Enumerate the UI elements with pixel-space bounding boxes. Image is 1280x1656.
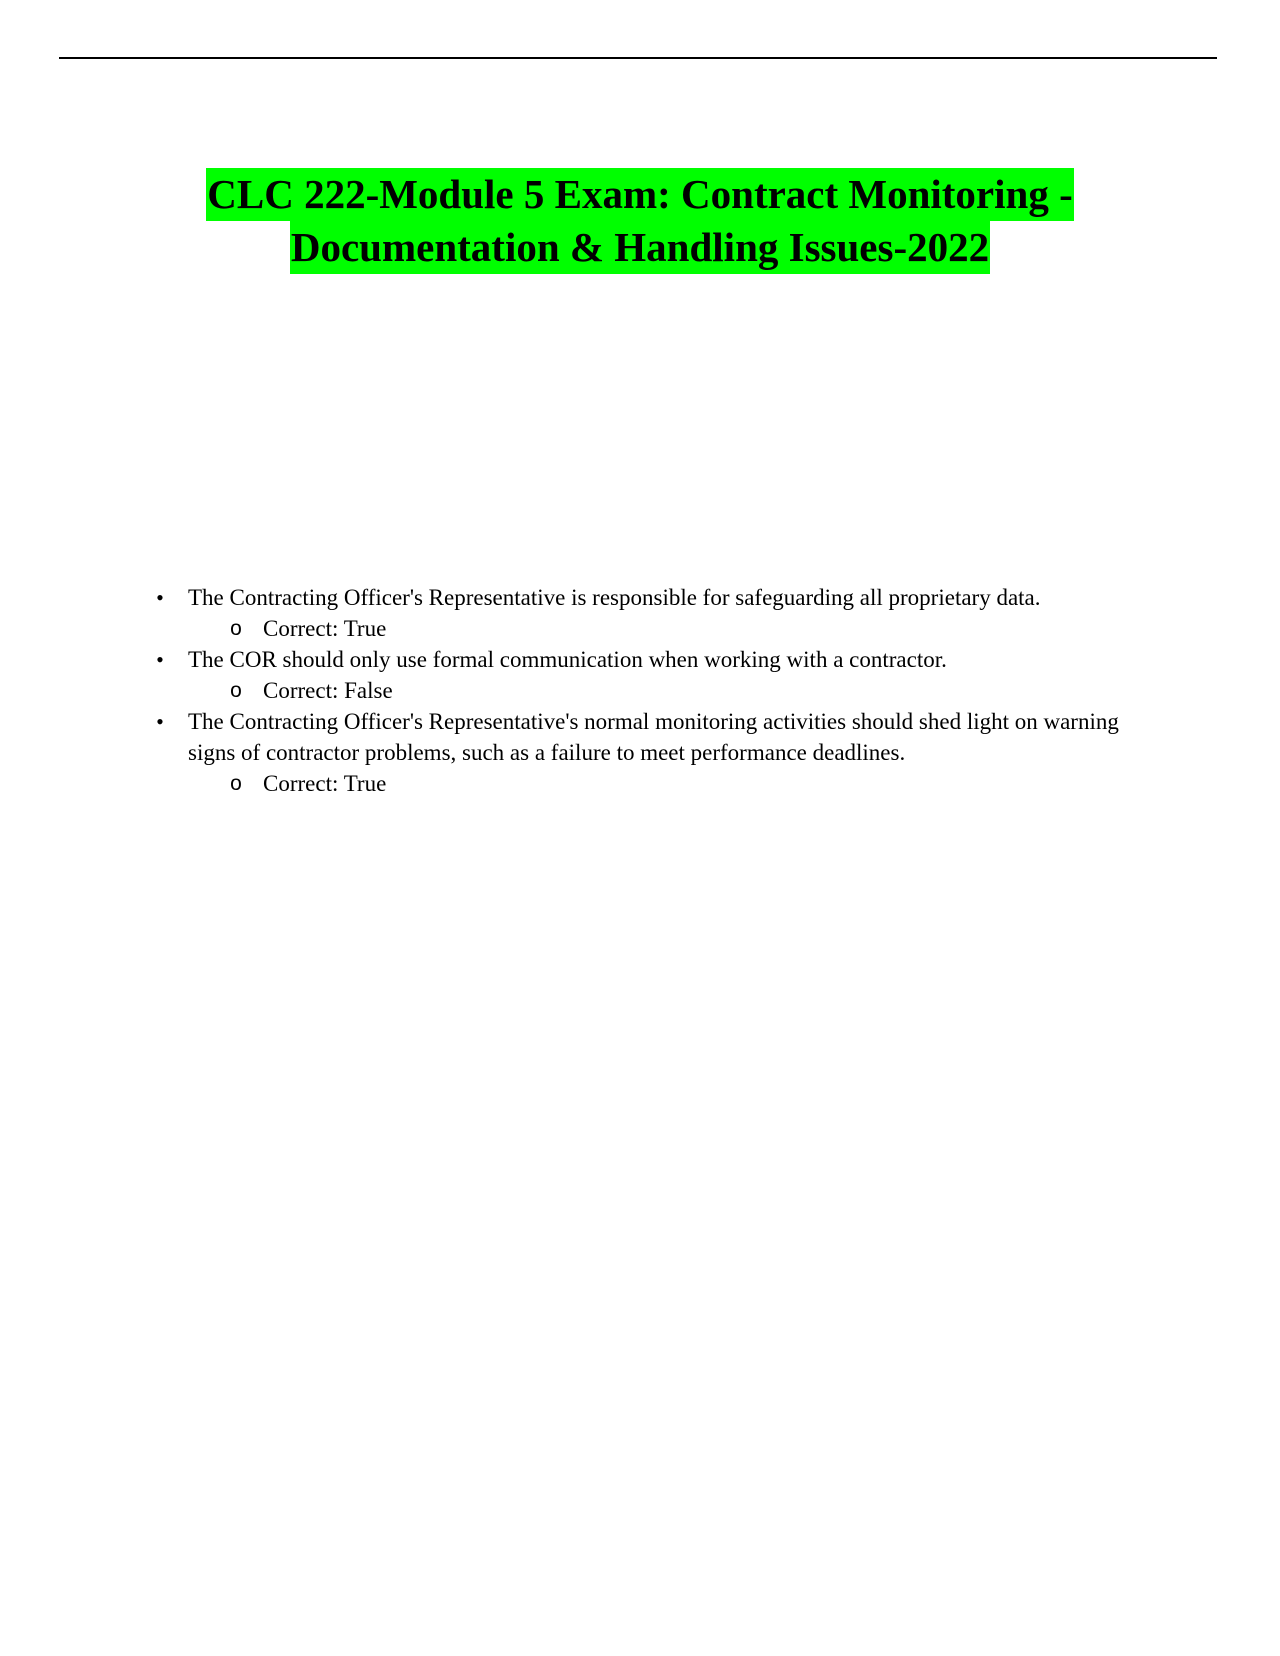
question-list bbox=[0, 582, 1280, 799]
question-item bbox=[0, 706, 1128, 768]
question-text: The COR should only use formal communication when working with a contractor. bbox=[188, 647, 947, 672]
header-rule bbox=[59, 57, 1217, 59]
answer-text: Correct: False bbox=[263, 678, 393, 703]
bullet-icon: • bbox=[156, 709, 164, 734]
sub-bullet-icon: o bbox=[230, 679, 242, 702]
sub-bullet-icon: o bbox=[230, 617, 242, 640]
answer-item bbox=[0, 768, 1280, 799]
title-line-2: Documentation & Handling Issues-2022 bbox=[290, 221, 990, 274]
answer-text: Correct: True bbox=[263, 616, 387, 641]
document-title bbox=[0, 168, 1280, 274]
question-item bbox=[0, 582, 1128, 613]
answer-item bbox=[0, 675, 1280, 706]
bullet-icon: • bbox=[156, 585, 164, 610]
question-text: The Contracting Officer's Representative is responsible for safeguarding all proprietary data. bbox=[188, 585, 1041, 610]
answer-text: Correct: True bbox=[263, 771, 387, 796]
title-line-1: CLC 222-Module 5 Exam: Contract Monitoring - bbox=[206, 168, 1073, 221]
question-item bbox=[0, 644, 1128, 675]
answer-item bbox=[0, 613, 1280, 644]
question-text: The Contracting Officer's Representative's normal monitoring activities should shed light on warning signs of contractor problems, such as a failure to meet performance deadlines. bbox=[188, 709, 1119, 765]
sub-bullet-icon: o bbox=[230, 772, 242, 795]
bullet-icon: • bbox=[156, 647, 164, 672]
